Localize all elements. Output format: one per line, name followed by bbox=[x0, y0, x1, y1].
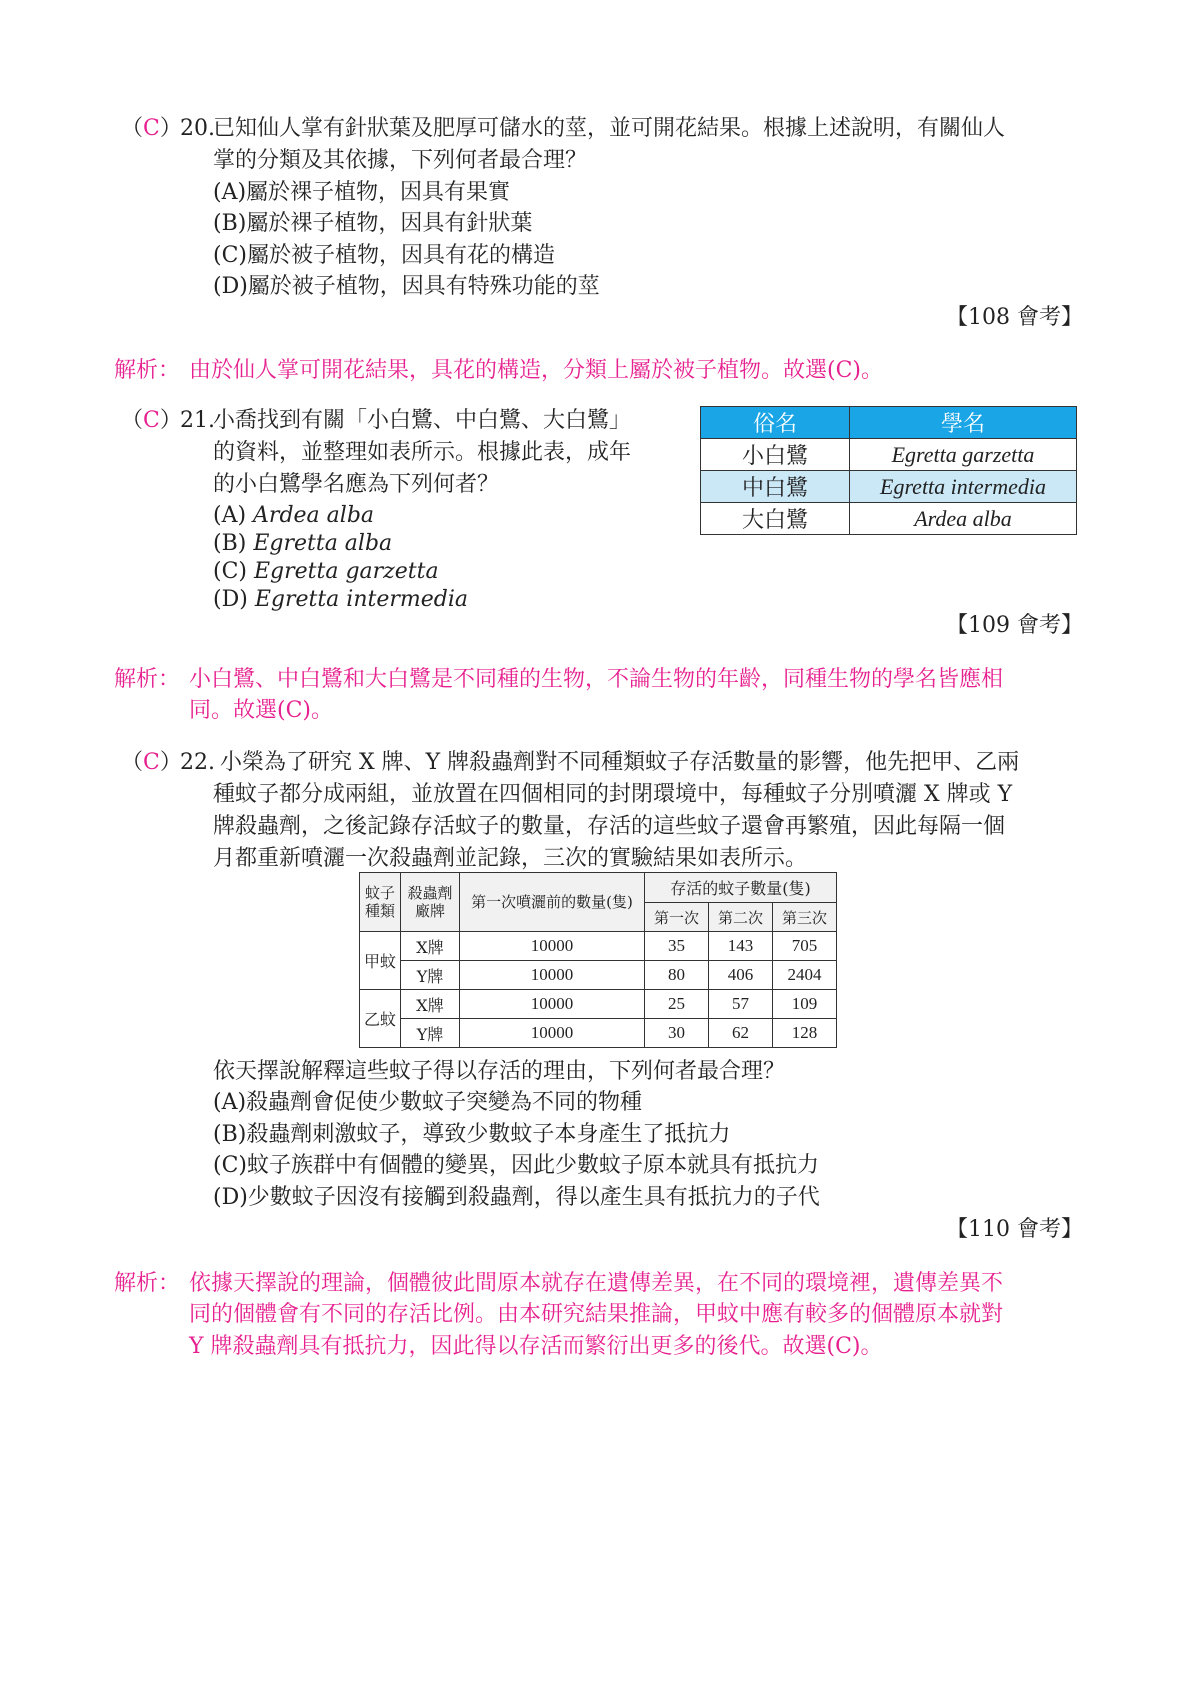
table-row bbox=[360, 990, 837, 1019]
analysis-label: 解析： bbox=[114, 667, 181, 692]
question-stem-line: 的小白鷺學名應為下列何者？ bbox=[213, 472, 500, 497]
option-a: (A)屬於裸子植物，因具有果實 bbox=[213, 180, 511, 205]
analysis-label: 解析： bbox=[114, 358, 181, 383]
analysis-line: Y 牌殺蟲劑具有抵抗力，因此得以存活而繁衍出更多的後代。故選(C)。 bbox=[189, 1334, 883, 1359]
table-row bbox=[701, 471, 1077, 503]
exam-source: 【108 會考】 bbox=[946, 305, 1083, 330]
survive-cell: 705 bbox=[772, 932, 836, 961]
species-cell: 甲蚊 bbox=[360, 932, 401, 990]
answer-letter: C bbox=[143, 116, 160, 141]
survive-cell: 62 bbox=[708, 1019, 772, 1048]
option-scientific-name: Egretta garzetta bbox=[254, 559, 439, 584]
survive-cell: 2404 bbox=[772, 961, 836, 990]
brand-cell: X牌 bbox=[401, 932, 460, 961]
header-species: 蚊子種類 bbox=[360, 873, 401, 932]
exam-source: 【110 會考】 bbox=[946, 1217, 1083, 1242]
header-round-1: 第一次 bbox=[645, 903, 709, 932]
survive-cell: 406 bbox=[708, 961, 772, 990]
question-stem-line: 掌的分類及其依據，下列何者最合理？ bbox=[213, 148, 588, 173]
survive-cell: 143 bbox=[708, 932, 772, 961]
option-a: (A)殺蟲劑會促使少數蚊子突變為不同的物種 bbox=[213, 1090, 643, 1115]
header-common-name: 俗名 bbox=[701, 407, 850, 439]
analysis-line: 小白鷺、中白鷺和大白鷺是不同種的生物，不論生物的年齡，同種生物的學名皆應相 bbox=[189, 667, 1004, 692]
mosquito-survival-table bbox=[359, 872, 837, 1048]
option-b: (B)屬於裸子植物，因具有針狀葉 bbox=[213, 211, 533, 236]
count-before-cell: 10000 bbox=[460, 932, 645, 961]
question-stem-line: 月都重新噴灑一次殺蟲劑並記錄，三次的實驗結果如表所示。 bbox=[213, 846, 808, 871]
analysis-line: 依據天擇說的理論，個體彼此間原本就存在遺傳差異，在不同的環境裡，遺傳差異不 bbox=[189, 1271, 1004, 1296]
option-letter: (B) bbox=[213, 531, 254, 556]
analysis-label: 解析： bbox=[114, 1271, 181, 1296]
option-d bbox=[213, 584, 468, 616]
answer-letter: C bbox=[143, 408, 160, 433]
survive-cell: 35 bbox=[645, 932, 709, 961]
question-stem-line: 種蚊子都分成兩組，並放置在四個相同的封閉環境中，每種蚊子分別噴灑 X 牌或 Y bbox=[213, 782, 1013, 807]
table-row bbox=[701, 503, 1077, 535]
common-name-cell: 大白鷺 bbox=[701, 503, 850, 535]
table-row bbox=[360, 1019, 837, 1048]
question-stem-line: 已知仙人掌有針狀葉及肥厚可儲水的莖，並可開花結果。根據上述說明，有關仙人 bbox=[213, 116, 1006, 141]
header-surviving-count: 存活的蚊子數量(隻) bbox=[645, 873, 837, 903]
brand-cell: Y牌 bbox=[401, 961, 460, 990]
survive-cell: 57 bbox=[708, 990, 772, 1019]
question-number: 20. bbox=[180, 116, 215, 141]
header-round-3: 第三次 bbox=[772, 903, 836, 932]
count-before-cell: 10000 bbox=[460, 1019, 645, 1048]
question-number: 21. bbox=[180, 408, 215, 433]
option-letter: (C) bbox=[213, 559, 254, 584]
species-cell: 乙蚊 bbox=[360, 990, 401, 1048]
question-prompt: 依天擇說解釋這些蚊子得以存活的理由，下列何者最合理？ bbox=[213, 1059, 786, 1084]
question-stem-line: 小喬找到有關「小白鷺、中白鷺、大白鷺」 bbox=[213, 408, 632, 433]
question-stem-line: 牌殺蟲劑，之後記錄存活蚊子的數量，存活的這些蚊子還會再繁殖，因此每隔一個 bbox=[213, 814, 1006, 839]
survive-cell: 109 bbox=[772, 990, 836, 1019]
question-stem-line: 的資料，並整理如表所示。根據此表，成年 bbox=[213, 440, 632, 465]
question-20-answer-mark: （C） bbox=[121, 116, 182, 141]
brand-cell: X牌 bbox=[401, 990, 460, 1019]
question-21-answer-mark: （C） bbox=[121, 408, 182, 433]
exam-source: 【109 會考】 bbox=[946, 613, 1083, 638]
header-scientific-name: 學名 bbox=[850, 407, 1077, 439]
table-header-row bbox=[360, 873, 837, 903]
header-count-before: 第一次噴灑前的數量(隻) bbox=[460, 873, 645, 932]
survive-cell: 80 bbox=[645, 961, 709, 990]
option-letter: (D) bbox=[213, 587, 255, 612]
survive-cell: 128 bbox=[772, 1019, 836, 1048]
option-scientific-name: Egretta alba bbox=[253, 531, 393, 556]
option-c: (C)屬於被子植物，因具有花的構造 bbox=[213, 243, 556, 268]
brand-cell: Y牌 bbox=[401, 1019, 460, 1048]
option-scientific-name: Egretta intermedia bbox=[254, 587, 468, 612]
table-row bbox=[701, 439, 1077, 471]
count-before-cell: 10000 bbox=[460, 961, 645, 990]
header-round-2: 第二次 bbox=[708, 903, 772, 932]
question-number: 22. bbox=[180, 750, 215, 775]
table-header-row bbox=[701, 407, 1077, 439]
count-before-cell: 10000 bbox=[460, 990, 645, 1019]
table-row bbox=[360, 932, 837, 961]
analysis-line: 同的個體會有不同的存活比例。由本研究結果推論，甲蚊中應有較多的個體原本就對 bbox=[189, 1302, 1004, 1327]
option-scientific-name: Ardea alba bbox=[253, 503, 375, 528]
answer-letter: C bbox=[143, 750, 160, 775]
option-d: (D)少數蚊子因沒有接觸到殺蟲劑，得以產生具有抵抗力的子代 bbox=[213, 1185, 820, 1210]
common-name-cell: 小白鷺 bbox=[701, 439, 850, 471]
scientific-name-cell: Egretta garzetta bbox=[850, 439, 1077, 471]
analysis-line: 由於仙人掌可開花結果，具花的構造，分類上屬於被子植物。故選(C)。 bbox=[189, 358, 884, 383]
egret-name-table bbox=[700, 406, 1077, 535]
header-brand: 殺蟲劑廠牌 bbox=[401, 873, 460, 932]
scientific-name-cell: Egretta intermedia bbox=[850, 471, 1077, 503]
option-letter: (A) bbox=[213, 503, 254, 528]
option-d: (D)屬於被子植物，因具有特殊功能的莖 bbox=[213, 274, 600, 299]
common-name-cell: 中白鷺 bbox=[701, 471, 850, 503]
option-b: (B)殺蟲劑刺激蚊子，導致少數蚊子本身產生了抵抗力 bbox=[213, 1122, 731, 1147]
option-c: (C)蚊子族群中有個體的變異，因此少數蚊子原本就具有抵抗力 bbox=[213, 1153, 820, 1178]
survive-cell: 30 bbox=[645, 1019, 709, 1048]
table-row bbox=[360, 961, 837, 990]
scientific-name-cell: Ardea alba bbox=[850, 503, 1077, 535]
question-stem-line: 小榮為了研究 X 牌、Y 牌殺蟲劑對不同種類蚊子存活數量的影響，他先把甲、乙兩 bbox=[220, 750, 1020, 775]
question-22-answer-mark: （C） bbox=[121, 750, 182, 775]
survive-cell: 25 bbox=[645, 990, 709, 1019]
analysis-line: 同。故選(C)。 bbox=[189, 698, 333, 723]
